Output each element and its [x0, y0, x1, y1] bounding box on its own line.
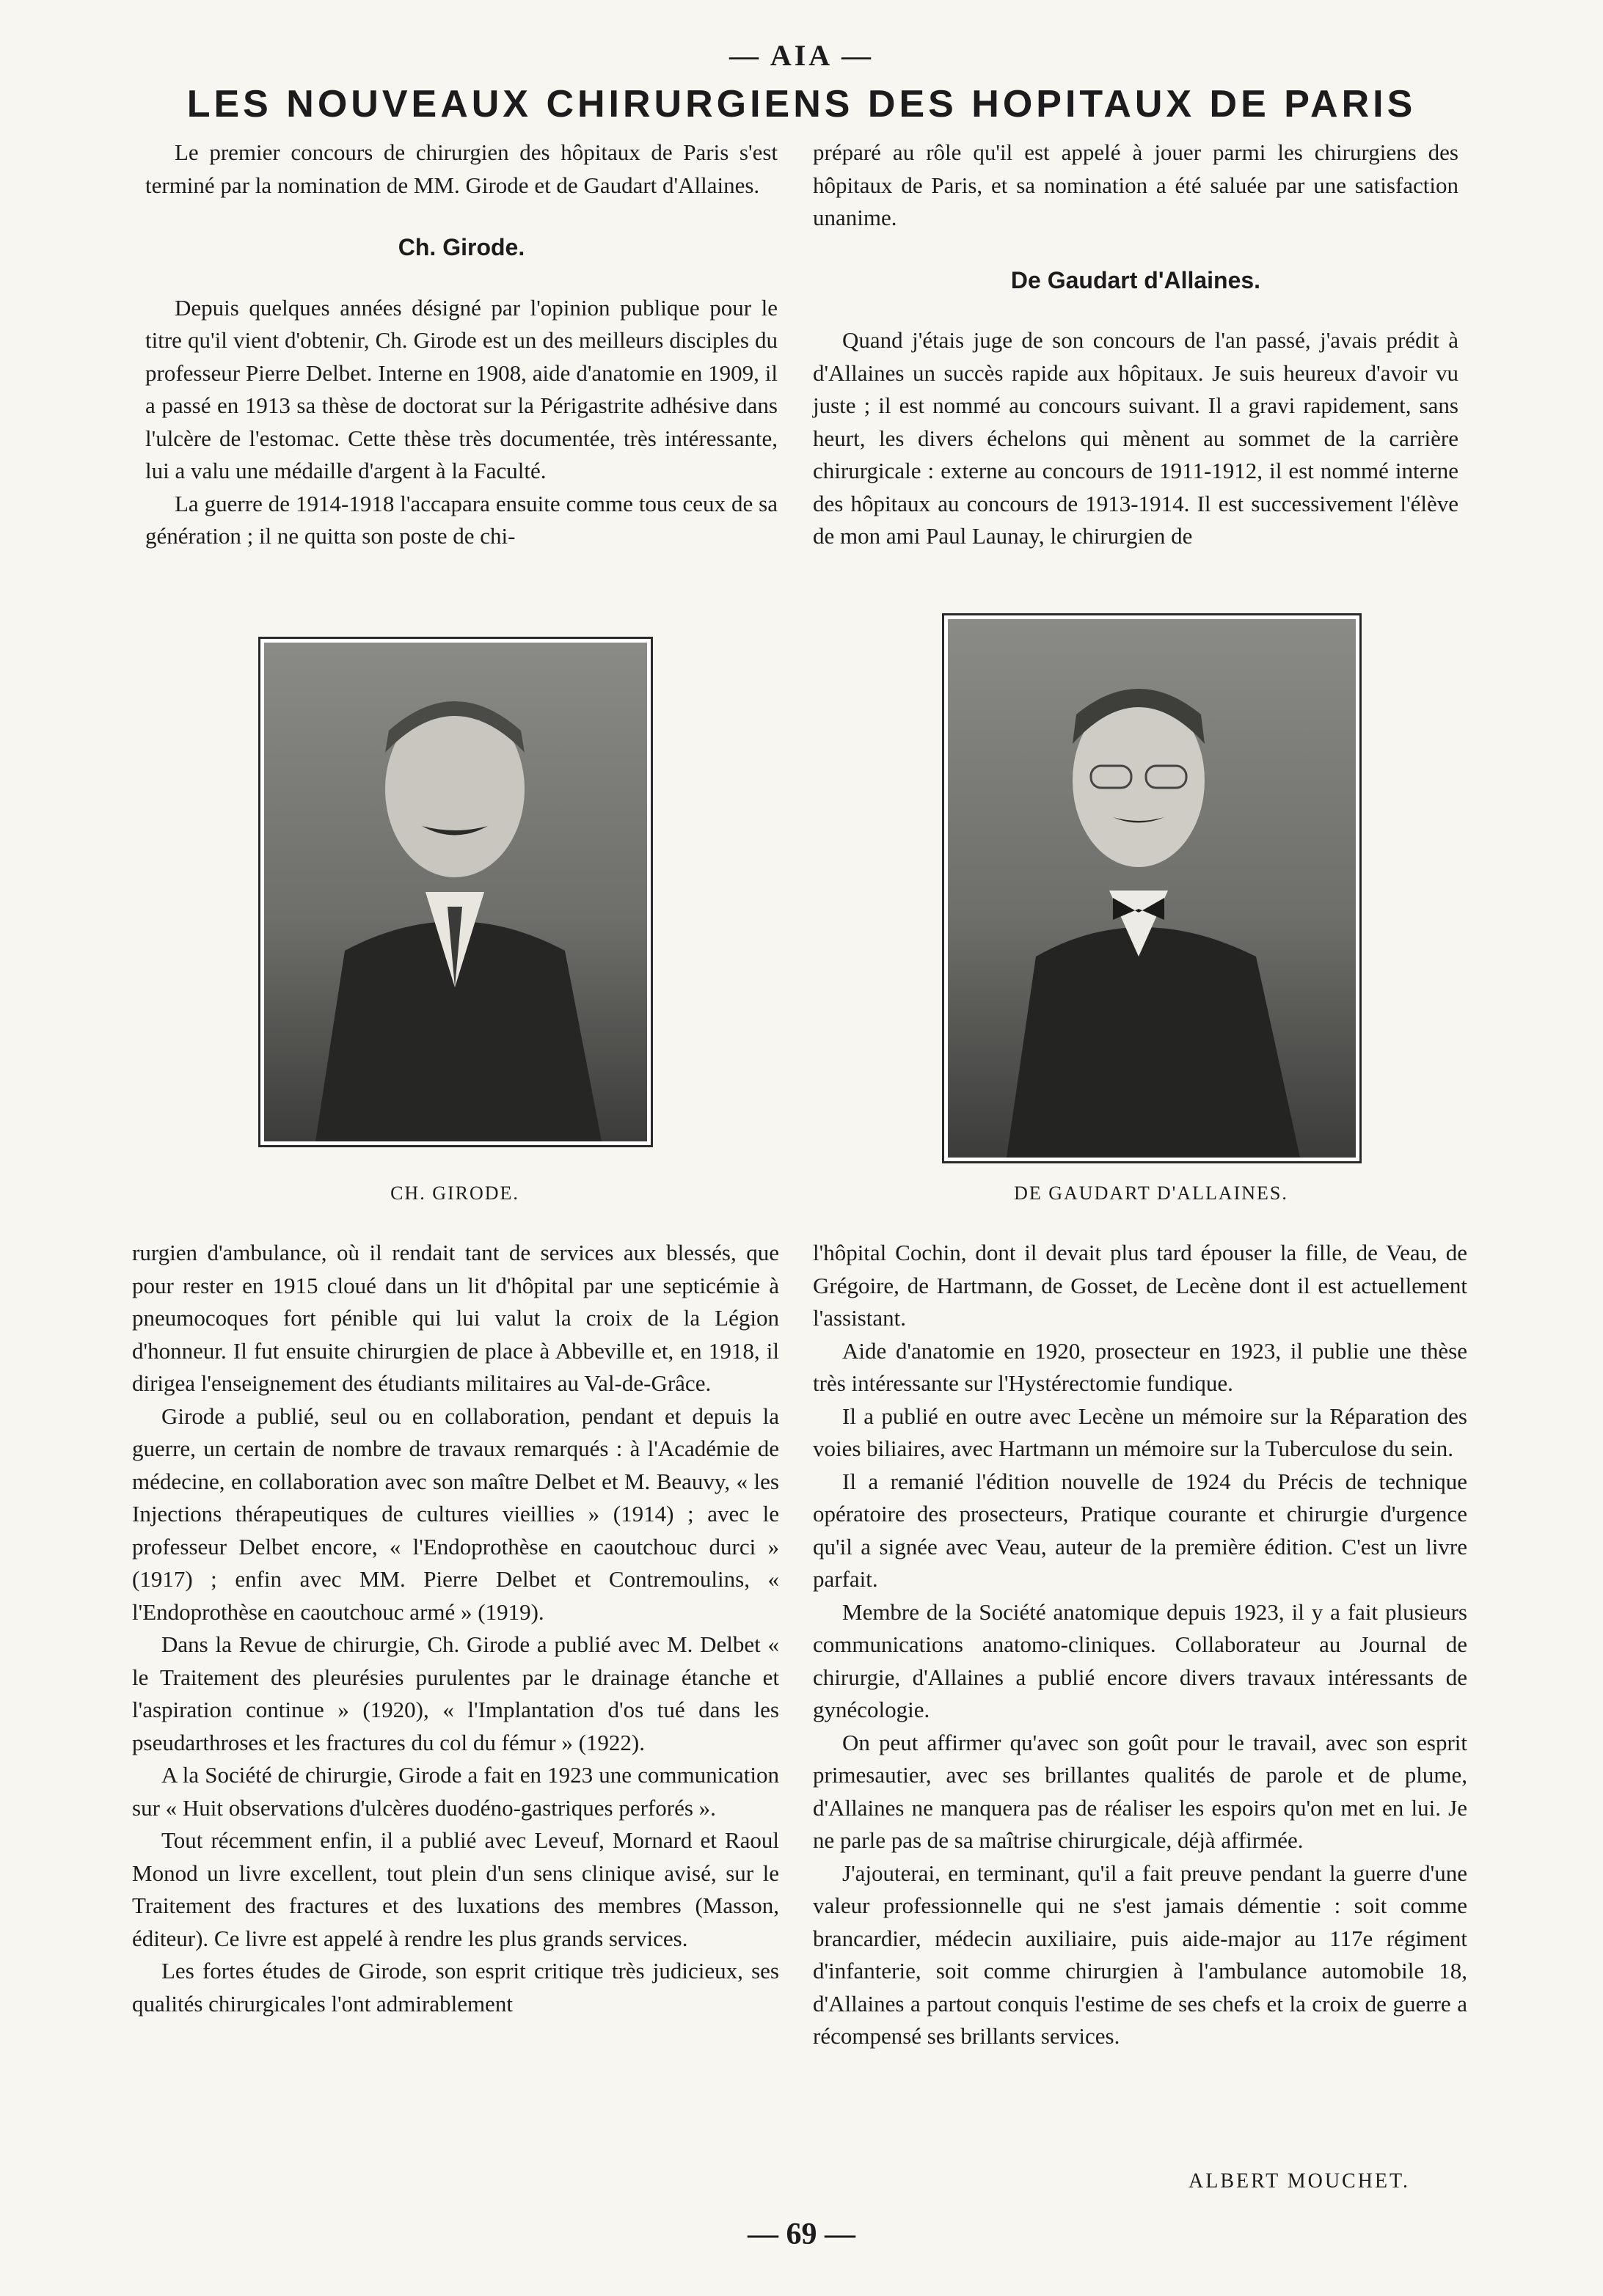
allaines-paragraph-8: J'ajouterai, en terminant, qu'il a fait preuve pendant la guerre d'une valeur professionnelle qui ne s'est jamais démentie : soit comme brancardier, médecin auxiliaire, puis aide-major au 117e régiment d'infanterie, soit comme chirurgien à l'ambulance automobile 18, d'Allaines a partout conquis l'estime de ses chefs et la croix de guerre a récompensé ses brillants services. [813, 1860, 1467, 2049]
left-column-bottom [132, 1237, 779, 2020]
allaines-paragraph-1: Quand j'étais juge de son concours de l'an passé, j'avais prédit à d'Allaines un succès rapide aux hôpitaux. Je suis heureux d'avoir vu juste ; il est nommé au concours suivant. Il a gravi rapidement, sans heurt, les divers échelons qui mènent au sommet de la carrière chirurgicale : externe au concours de 1911-1912, il est nommé interne des hôpitaux au concours de 1913-1914. Il est successivement l'élève de mon ami Paul Launay, le chirurgien de [813, 327, 1458, 549]
girode-paragraph-8: Les fortes études de Girode, son esprit critique très judicieux, ses qualités chirurgicales l'ont admirablement [132, 1958, 779, 2017]
section-heading-girode: Ch. Girode. [398, 234, 525, 260]
girode-paragraph-6: A la Société de chirurgie, Girode a fait en 1923 une communication sur « Huit observations d'ulcères duodéno-gastriques perforés ». [132, 1762, 779, 1821]
allaines-paragraph-6: Membre de la Société anatomique depuis 1923, il y a fait plusieurs communications anatomo-cliniques. Collaborateur au Journal de chirurgie, d'Allaines a publié encore divers travaux intéressants de gynécologie. [813, 1598, 1467, 1722]
author-signature: ALBERT MOUCHET. [1188, 2170, 1411, 2193]
allaines-paragraph-4: Il a publié en outre avec Lecène un mémoire sur la Réparation des voies biliaires, avec Hartmann un mémoire sur la Tuberculose du sein. [813, 1403, 1467, 1461]
girode-paragraph-2: La guerre de 1914-1918 l'accapara ensuite comme tous ceux de sa génération ; il ne quitta son poste de chi- [145, 490, 778, 549]
page-title: LES NOUVEAUX CHIRURGIENS DES HOPITAUX DE PARIS [186, 83, 1417, 125]
intro-paragraph: Le premier concours de chirurgien des hôpitaux de Paris s'est terminé par la nomination de MM. Girode et de Gaudart d'Allaines. [145, 139, 778, 198]
girode-paragraph-4: Girode a publié, seul ou en collaboration, pendant et depuis la guerre, un certain de nombre de travaux remarqués : à l'Académie de médecine, en collaboration avec son maître Delbet et M. Beauvy, « les Injections thérapeutiques de cultures vieillies » (1914) ; avec le professeur Delbet encore, « l'Endoprothèse en caoutchouc durci » (1917) ; enfin avec MM. Pierre Delbet et Contremoulins, « l'Endoprothèse en caoutchouc armé » (1919). [132, 1403, 779, 1625]
allaines-paragraph-7: On peut affirmer qu'avec son goût pour le travail, avec son esprit primesautier, avec ses brillantes qualités de parole et de plume, d'Allaines ne manquera pas de réaliser les espoirs qu'on met en lui. Je ne parle pas de sa maîtrise chirurgicale, déjà affirmée. [813, 1729, 1467, 1853]
girode-paragraph-7: Tout récemment enfin, il a publié avec Leveuf, Mornard et Raoul Monod un livre excellent, tout plein d'un sens clinique avisé, sur le Traitement des fractures et des luxations des membres (Masson, éditeur). Ce livre est appelé à rendre les plus grands services. [132, 1827, 779, 1951]
allaines-paragraph-2: l'hôpital Cochin, dont il devait plus tard épouser la fille, de Veau, de Grégoire, de Hartmann, de Gosset, de Lecène dont il est actuellement l'assistant. [813, 1240, 1467, 1331]
portrait-girode [258, 637, 653, 1147]
left-column-top [145, 136, 778, 553]
girode-paragraph-3: rurgien d'ambulance, où il rendait tant de services aux blessés, que pour rester en 1915 cloué dans un lit d'hôpital par une septicémie à pneumocoques fort pénible qui lui valut la croix de la Légion d'honneur. Il fut ensuite chirurgien de place à Abbeville et, en 1918, il dirigea l'enseignement des étudiants militaires au Val-de-Grâce. [132, 1240, 779, 1396]
portrait-allaines [942, 613, 1362, 1163]
caption-allaines: DE GAUDART D'ALLAINES. [1014, 1182, 1288, 1204]
page-number: — 69 — [748, 2218, 855, 2251]
right-column-bottom [813, 1237, 1467, 2053]
portrait-allaines-image [948, 619, 1356, 1158]
page-header-mark: — AIA — [729, 39, 874, 72]
girode-paragraph-5: Dans la Revue de chirurgie, Ch. Girode a publié avec M. Delbet « le Traitement des pleurésies purulentes par le drainage étanche et l'aspiration continue » (1920), « l'Implantation d'os tué dans les pseudarthroses et les fractures du col du fémur » (1922). [132, 1631, 779, 1755]
section-heading-allaines: De Gaudart d'Allaines. [1010, 266, 1261, 293]
caption-girode: CH. GIRODE. [390, 1182, 519, 1204]
allaines-paragraph-3: Aide d'anatomie en 1920, prosecteur en 1923, il publie une thèse très intéressante sur l'Hystérectomie fundique. [813, 1337, 1467, 1396]
intro-continuation: préparé au rôle qu'il est appelé à jouer parmi les chirurgiens des hôpitaux de Paris, et sa nomination a été saluée par une satisfaction unanime. [813, 139, 1458, 230]
girode-paragraph-1: Depuis quelques années désigné par l'opinion publique pour le titre qu'il vient d'obtenir, Ch. Girode est un des meilleurs disciples du professeur Pierre Delbet. Interne en 1908, aide d'anatomie en 1909, il a passé en 1913 sa thèse de doctorat sur la Périgastrite adhésive dans l'ulcère de l'estomac. Cette thèse très documentée, très intéressante, lui a valu une médaille d'argent à la Faculté. [145, 294, 778, 483]
portrait-girode-image [264, 643, 647, 1141]
right-column-top [813, 136, 1458, 553]
allaines-paragraph-5: Il a remanié l'édition nouvelle de 1924 du Précis de technique opératoire des prosecteurs, Pratique courante et chirurgie d'urgence qu'il a signée avec Veau, auteur de la première édition. C'est un livre parfait. [813, 1468, 1467, 1592]
